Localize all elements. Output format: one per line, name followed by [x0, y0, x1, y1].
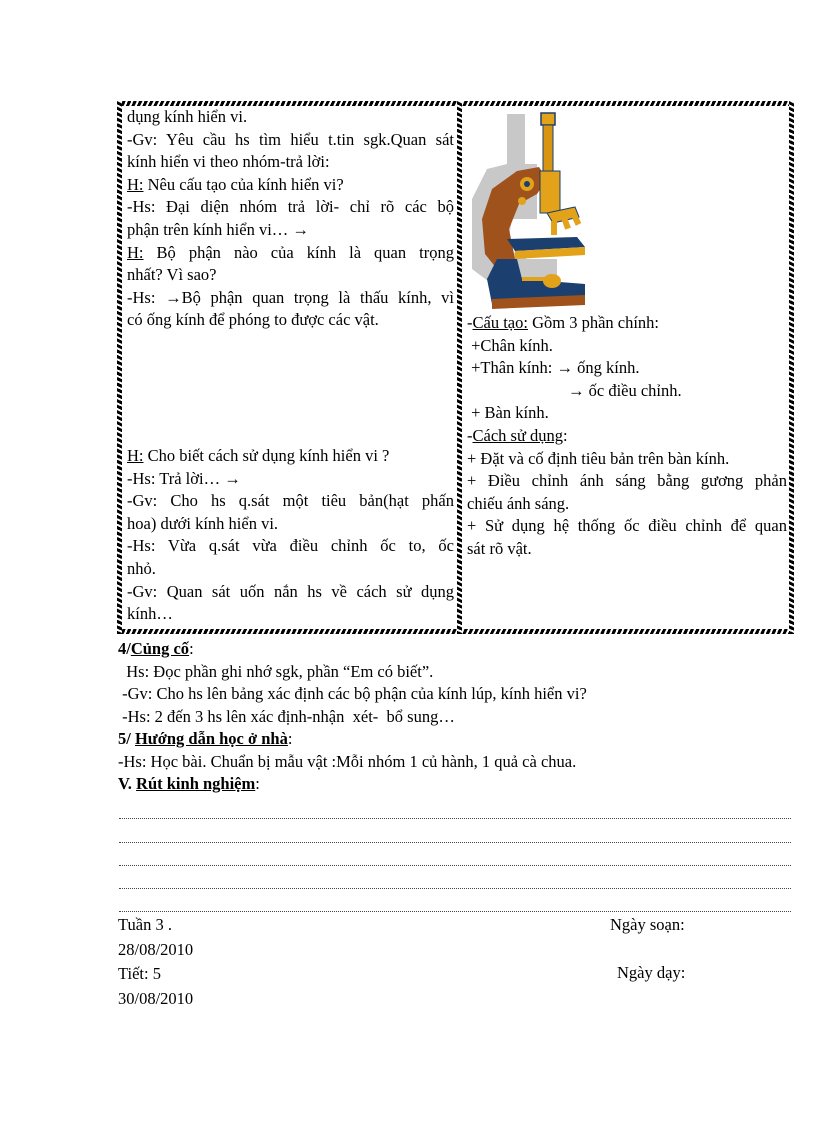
- usage-item: + Điều chỉnh ánh sáng bằng gương phản: [467, 471, 787, 491]
- section-title: Rút kinh nghiệm: [136, 774, 256, 794]
- teach-date: 30/08/2010: [118, 988, 194, 1008]
- text-line: -Hs: →Bộ phận quan trọng là thấu kính, vì: [127, 287, 454, 307]
- text-line: -Hs: Vừa q.sát vừa điều chỉnh ốc to, ốc: [127, 536, 454, 556]
- question-label: H:: [127, 174, 144, 194]
- usage-item: + Sử dụng hệ thống ốc điều chỉnh để quan: [467, 516, 787, 536]
- structure-item: + Bàn kính.: [467, 403, 549, 423]
- content-summary-cell: [467, 312, 787, 561]
- dotted-writing-line: [119, 888, 791, 889]
- text-line: -Gv: Cho hs lên bảng xác định các bộ phận của kính lúp, kính hiển vi?: [118, 684, 587, 704]
- usage-heading: -Cách sử dụng:: [467, 425, 568, 445]
- consolidation-section: [118, 638, 587, 728]
- dotted-writing-line: [119, 842, 791, 843]
- prep-date-label: Ngày soạn:: [610, 915, 685, 934]
- week-label: Tuần 3 .: [118, 915, 172, 934]
- text-line: có ống kính để phóng to được các vật.: [127, 310, 379, 330]
- usage-item: sát rõ vật.: [467, 538, 532, 558]
- period-label: Tiết: 5: [118, 964, 161, 983]
- text-line: -Gv: Quan sát uốn nắn hs về cách sử dụng: [127, 581, 454, 601]
- dotted-writing-line: [119, 911, 791, 912]
- dotted-writing-line: [119, 865, 791, 866]
- section-heading: 5/ Hướng dẫn học ở nhà:: [118, 729, 293, 748]
- structure-item: +Chân kính.: [467, 335, 553, 355]
- teach-date-label: Ngày dạy:: [617, 963, 686, 982]
- text-line: nhỏ.: [127, 558, 156, 578]
- table-border-right: [789, 101, 794, 634]
- table-border-divider: [457, 101, 462, 634]
- dotted-writing-line: [119, 818, 791, 819]
- text-line: nhất? Vì sao?: [127, 265, 217, 285]
- question-label: H:: [127, 445, 144, 465]
- text-line: -Hs: Đại diện nhóm trả lời- chỉ rõ các bộ: [127, 197, 454, 217]
- text-line: kính…: [127, 604, 173, 624]
- text-line: Hs: Đọc phần ghi nhớ sgk, phần “Em có biết”.: [118, 661, 434, 681]
- text-line: -Hs: Trả lời… →: [127, 468, 241, 488]
- spacer: [127, 332, 454, 445]
- next-lesson-info: [118, 913, 193, 1011]
- teacher-student-activities-cell: [127, 106, 454, 626]
- section-heading: V. Rút kinh nghiệm:: [118, 774, 260, 794]
- table-border-left: [117, 101, 122, 634]
- table-border-bottom: [117, 629, 794, 634]
- question-line: H: Bộ phận nào của kính là quan trọng: [127, 242, 454, 262]
- text-line: dụng kính hiển vi.: [127, 107, 248, 126]
- prep-date: 28/08/2010: [118, 939, 194, 959]
- text-line: -Gv: Yêu cầu hs tìm hiểu t.tin sgk.Quan sát: [127, 129, 454, 149]
- microscope-illustration: [467, 109, 592, 309]
- text-line: -Gv: Cho hs q.sát một tiêu bản(hạt phấn: [127, 491, 454, 511]
- section-title: Củng cố: [130, 639, 190, 658]
- homework-section: [118, 728, 576, 796]
- lesson-table: [117, 101, 794, 634]
- text-line: hoa) dưới kính hiển vi.: [127, 513, 279, 533]
- section-title: Hướng dẫn học ở nhà: [134, 729, 288, 748]
- structure-item: → ốc điều chỉnh.: [568, 380, 682, 400]
- structure-heading: -Cấu tạo: Gồm 3 phần chính:: [467, 313, 660, 332]
- text-line: -Hs: 2 đến 3 hs lên xác định-nhận xét- bổ sung…: [118, 706, 455, 726]
- question-line: H: Cho biết cách sử dụng kính hiển vi ?: [127, 445, 390, 465]
- usage-item: chiếu ánh sáng.: [467, 493, 570, 513]
- text-line: -Hs: Học bài. Chuẩn bị mẫu vật :Mỗi nhóm 1 củ hành, 1 quả cà chua.: [118, 751, 577, 771]
- section-heading: 4/Củng cố:: [118, 639, 194, 658]
- text-line: phận trên kính hiển vi… →: [127, 219, 309, 239]
- text-line: kính hiển vi theo nhóm-trả lời:: [127, 152, 330, 172]
- question-line: H: Nêu cấu tạo của kính hiển vi?: [127, 174, 344, 194]
- usage-item: + Đặt và cố định tiêu bản trên bàn kính.: [467, 448, 730, 468]
- structure-item: +Thân kính: → ống kính.: [467, 358, 640, 378]
- question-label: H:: [127, 242, 144, 262]
